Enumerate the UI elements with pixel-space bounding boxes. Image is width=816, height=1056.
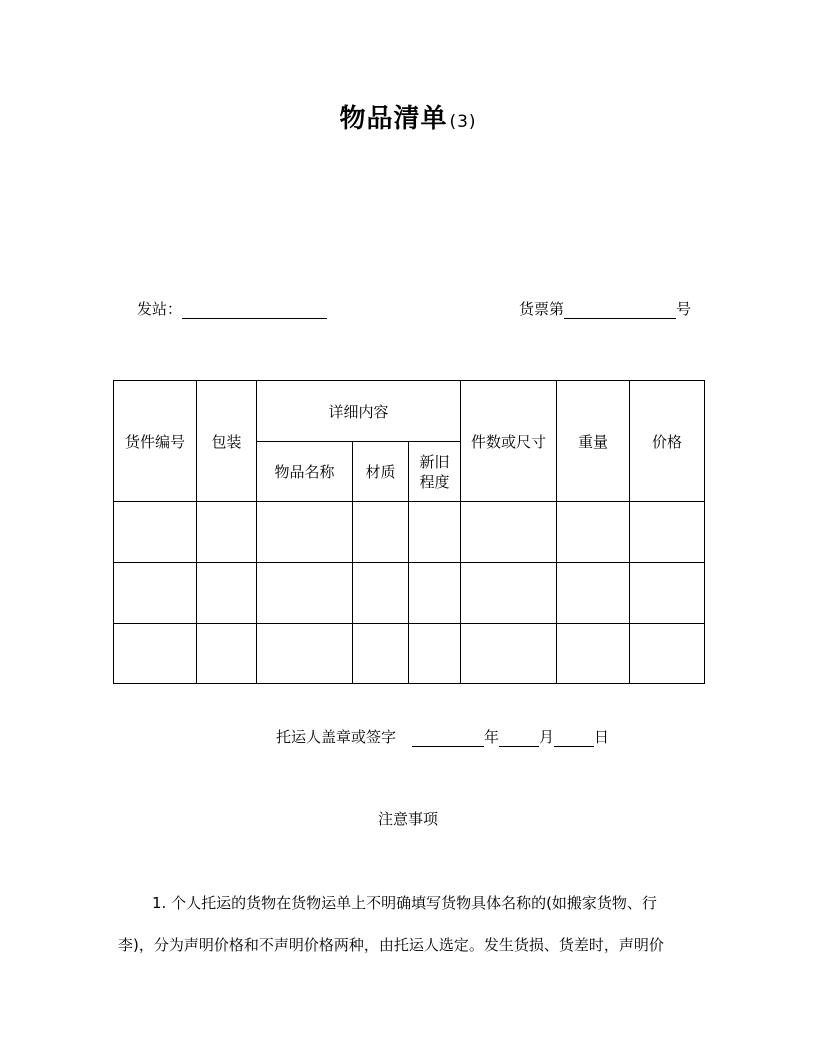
- year-blank[interactable]: [412, 730, 484, 747]
- day-blank[interactable]: [554, 730, 594, 747]
- year-label: 年: [484, 728, 500, 746]
- header-condition: [409, 442, 461, 502]
- header-item-no: 货件编号: [114, 381, 197, 502]
- table-cell[interactable]: [114, 502, 197, 563]
- table-row: [114, 624, 705, 684]
- table-cell[interactable]: [557, 563, 630, 624]
- header-material: 材质: [353, 442, 409, 502]
- table-cell[interactable]: [461, 502, 557, 563]
- table-cell[interactable]: [630, 563, 705, 624]
- table-cell[interactable]: [409, 502, 461, 563]
- title-suffix: (3): [449, 112, 477, 132]
- station-blank[interactable]: [182, 302, 327, 319]
- table-cell[interactable]: [409, 624, 461, 684]
- header-details: 详细内容: [257, 381, 461, 442]
- table-cell[interactable]: [114, 563, 197, 624]
- table-cell[interactable]: [353, 563, 409, 624]
- table-cell[interactable]: [461, 624, 557, 684]
- table-row: [114, 563, 705, 624]
- signature-line: [276, 726, 609, 747]
- ticket-number-blank[interactable]: [564, 302, 676, 319]
- table-cell[interactable]: [257, 502, 353, 563]
- table-cell[interactable]: [461, 563, 557, 624]
- header-packaging: 包装: [197, 381, 257, 502]
- table-cell[interactable]: [409, 563, 461, 624]
- table-cell[interactable]: [630, 502, 705, 563]
- page-title: [0, 98, 816, 135]
- header-condition-line1: 新旧: [419, 452, 450, 471]
- header-price: 价格: [630, 381, 705, 502]
- table-row: [114, 502, 705, 563]
- ticket-label: 货票第: [519, 300, 565, 318]
- table-cell[interactable]: [197, 563, 257, 624]
- table-cell[interactable]: [557, 502, 630, 563]
- notes-para1-line2: 李)，分为声明价格和不声明价格两种，由托运人选定。发生货损、货差时，声明价: [118, 936, 664, 954]
- table-cell[interactable]: [197, 502, 257, 563]
- station-field: [137, 298, 327, 319]
- table-cell[interactable]: [630, 624, 705, 684]
- notes-heading: 注意事项: [377, 810, 438, 828]
- station-label: 发站：: [137, 300, 183, 318]
- day-label: 日: [594, 728, 610, 746]
- table-cell[interactable]: [197, 624, 257, 684]
- item-list-table: [113, 380, 705, 684]
- title-main: 物品清单: [339, 104, 448, 134]
- header-condition-line2: 程度: [419, 472, 450, 491]
- ticket-field: [519, 298, 691, 319]
- header-count-size: 件数或尺寸: [461, 381, 557, 502]
- header-item-name: 物品名称: [257, 442, 353, 502]
- month-blank[interactable]: [499, 730, 539, 747]
- notes-para1-line1: 1. 个人托运的货物在货物运单上不明确填写货物具体名称的(如搬家货物、行: [152, 894, 657, 912]
- header-row-1: [114, 381, 705, 442]
- table-cell[interactable]: [114, 624, 197, 684]
- table-cell[interactable]: [557, 624, 630, 684]
- table-cell[interactable]: [353, 502, 409, 563]
- header-weight: 重量: [557, 381, 630, 502]
- month-label: 月: [539, 728, 555, 746]
- table-cell[interactable]: [353, 624, 409, 684]
- table-cell[interactable]: [257, 624, 353, 684]
- signature-label: 托运人盖章或签字: [276, 728, 397, 746]
- table-cell[interactable]: [257, 563, 353, 624]
- ticket-suffix: 号: [676, 300, 692, 318]
